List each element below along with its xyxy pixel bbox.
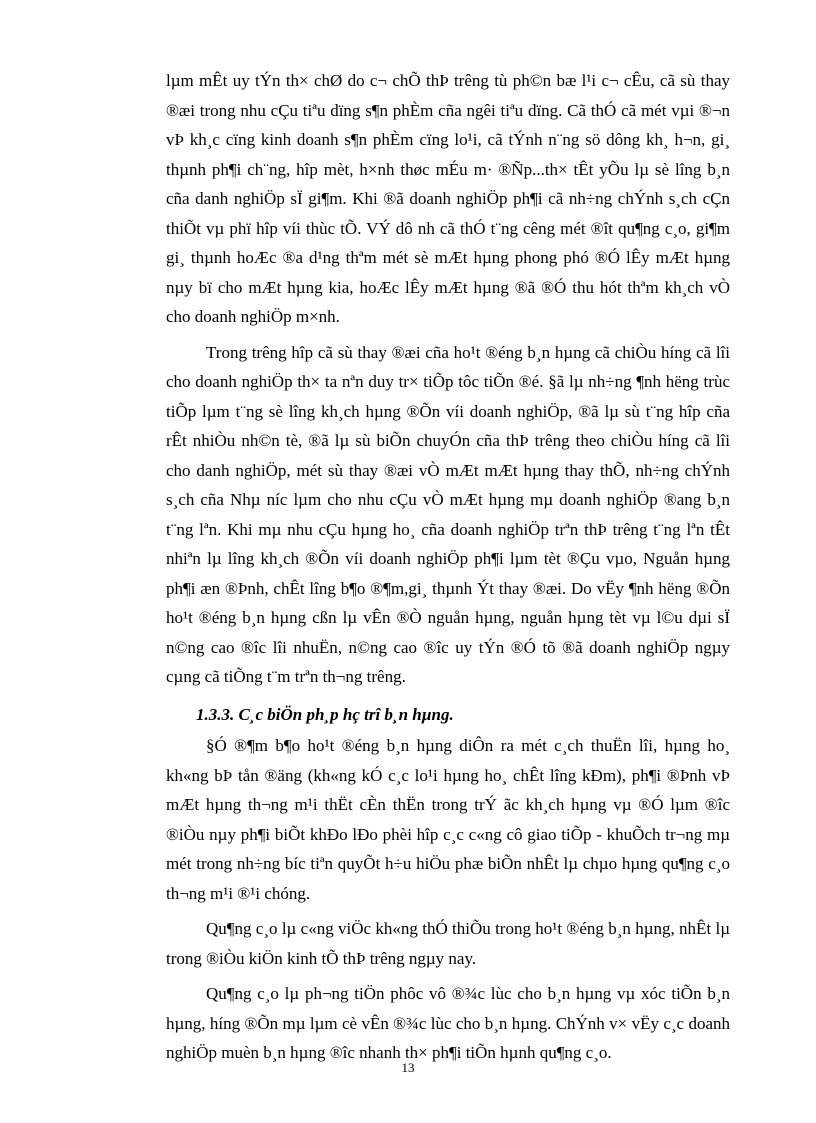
document-page: [166, 66, 730, 1068]
body-paragraph-1: lµm mÊt uy tÝn th× chØ do c¬ chÕ thÞ trêng tù ph©n bæ l¹i c¬ cÊu, cã sù thay ®æi trong nhu cÇu tiªu dïng s¶n phÈm cña ngêi tiªu dïng. Cã thÓ cã mét vµi ®¬n vÞ kh¸c cïng kinh doanh s¶n phÈm cïng lo¹i, cã tÝnh n¨ng sö dông kh¸ h¬n, gi¸ thµnh ph¶i ch¨ng, hîp mèt, h×nh thøc mÉu m· ®Ñp...th× tÊt yÕu lµ sè lîng b¸n cña danh nghiÖp sÏ gi¶m. Khi ®ã doanh nghiÖp ph¶i cã nh÷ng chÝnh s¸ch cÇn thiÕt vµ phï hîp víi thùc tÕ. VÝ dô nh cã thÓ t¨ng cêng mét ®ît qu¶ng c¸o, gi¶m gi¸ thµnh hoÆc ®a d¹ng thªm mét sè mÆt hµng phong phó ®Ó lÊy mÆt hµng nµy bï cho mÆt hµng kia, hoÆc lÊy mÆt hµng ®ã ®Ó thu hót thªm kh¸ch vÒ cho doanh nghiÖp m×nh.: [166, 71, 730, 326]
body-paragraph-5: Qu¶ng c¸o lµ ph¬ng tiÖn phôc vô ®¾c lùc cho b¸n hµng vµ xóc tiÕn b¸n hµng, híng ®Õn mµ lµm cè vÊn ®¾c lùc cho b¸n hµng. ChÝnh v× vËy c¸c doanh nghiÖp muèn b¸n hµng ®îc nhanh th× ph¶i tiÕn hµnh qu¶ng c¸o.: [166, 984, 730, 1062]
section-heading: 1.3.3. C¸c biÖn ph¸p hç trî b¸n hµng.: [196, 704, 454, 724]
body-paragraph-3: §Ó ®¶m b¶o ho¹t ®éng b¸n hµng diÔn ra mét c¸ch thuËn lîi, hµng ho¸ kh«ng bÞ tån ®äng (kh«ng kÓ c¸c lo¹i hµng ho¸ chÊt lîng kÐm), ph¶i ®Þnh vÞ mÆt hµng th¬ng m¹i thËt cÈn thËn trong trÝ ãc kh¸ch hµng vµ ®Ó lµm ®îc ®iÒu nµy ph¶i biÕt khÐo lÐo phèi hîp c¸c c«ng cô giao tiÕp - khuÕch tr¬ng mµ mét trong nh÷ng bíc tiªn quyÕt h÷u hiÖu phæ biÕn nhÊt lµ chµo hµng qu¶ng c¸o th¬ng m¹i ®¹i chóng.: [166, 736, 730, 903]
body-paragraph-4: Qu¶ng c¸o lµ c«ng viÖc kh«ng thÓ thiÕu trong ho¹t ®éng b¸n hµng, nhÊt lµ trong ®iÒu kiÖn kinh tÕ thÞ trêng ngµy nay.: [166, 919, 730, 968]
page-number: 13: [401, 1060, 415, 1075]
body-paragraph-2: Trong trêng hîp cã sù thay ®æi cña ho¹t ®éng b¸n hµng cã chiÒu híng cã lîi cho doanh nghiÖp th× ta nªn duy tr× tiÕp tôc tiÕn ®é. §ã lµ nh÷ng ¶nh hëng trùc tiÕp lµm t¨ng sè lîng kh¸ch hµng ®Õn víi doanh nghiÖp, ®ã lµ sù t¨ng hîp cña rÊt nhiÒu nh©n tè, ®ã lµ sù biÕn chuyÓn cña thÞ trêng theo chiÒu híng cã lîi cho danh nghiÖp, mét sù thay ®æi vÒ mÆt mÆt hµng thay thÕ, nh÷ng chÝnh s¸ch cña Nhµ níc lµm cho nhu cÇu vÒ mÆt hµng mµ doanh nghiÖp ®ang b¸n t¨ng lªn. Khi mµ nhu cÇu hµng ho¸ cña doanh nghiÖp trªn thÞ trêng t¨ng lªn tÊt nhiªn lµ lîng kh¸ch ®Õn víi doanh nghiÖp ph¶i lµm tèt ®Çu vµo, Nguån hµng ph¶i æn ®Þnh, chÊt lîng b¶o ®¶m,gi¸ thµnh Ýt thay ®æi. Do vËy ¶nh hëng ®Õn ho¹t ®éng b¸n hµng cßn lµ vÊn ®Ò nguån hµng, nguån hµng tèt vµ l©u dµi sÏ n©ng cao ®îc lîi nhuËn, n©ng cao ®îc uy tÝn ®Ó tõ ®ã doanh nghiÖp ngµy cµng cã tiÕng t¨m trªn th¬ng trêng.: [166, 342, 730, 686]
